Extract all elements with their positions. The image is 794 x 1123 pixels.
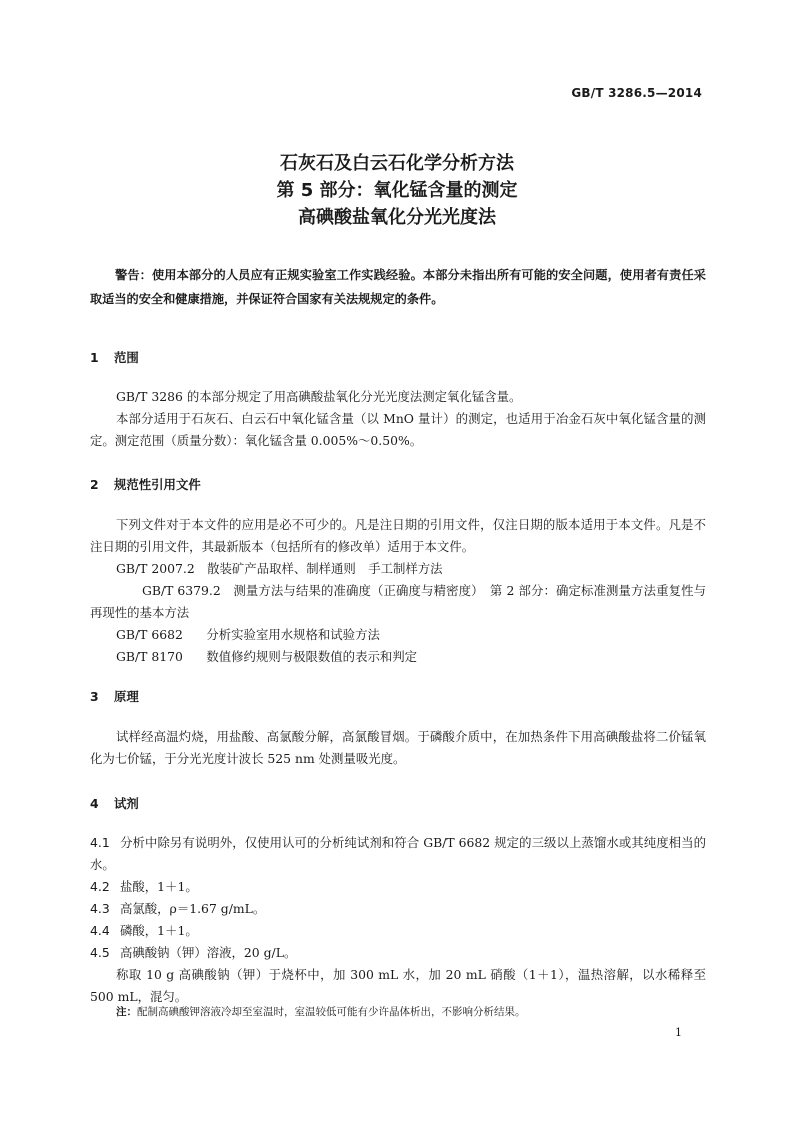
item-number: 4.2 — [90, 879, 110, 894]
item-number: 4.4 — [90, 923, 110, 938]
section-title: 范围 — [114, 350, 139, 365]
warning-paragraph: 警告：使用本部分的人员应有正规实验室工作实践经验。本部分未指出所有可能的安全问题，使用者有责任采取适当的安全和健康措施，并保证符合国家有关法规规定的条件。 — [90, 268, 706, 306]
section-number: 3 — [90, 689, 99, 704]
section-3-body — [90, 726, 706, 770]
section-1-heading — [90, 348, 139, 366]
title-line-3: 高碘酸盐氧化分光光度法 — [298, 207, 496, 228]
section-title: 原理 — [114, 689, 139, 704]
item-number: 4.5 — [90, 945, 110, 960]
title-line-2: 第 5 部分：氧化锰含量的测定 — [276, 180, 518, 201]
list-item — [90, 832, 706, 876]
paragraph: 下列文件对于本文件的应用是必不可少的。凡是注日期的引用文件，仅注日期的版本适用于本文件。凡是不注日期的引用文件，其最新版本（包括所有的修改单）适用于本文件。 — [90, 517, 706, 554]
section-3-heading — [90, 687, 139, 705]
section-title: 规范性引用文件 — [114, 477, 201, 492]
section-number: 4 — [90, 796, 99, 811]
reference-item — [90, 580, 706, 624]
title-line-1: 石灰石及白云石化学分析方法 — [280, 153, 514, 174]
section-2-body — [90, 514, 706, 668]
paragraph: 试样经高温灼烧，用盐酸、高氯酸分解，高氯酸冒烟。于磷酸介质中，在加热条件下用高碘酸盐将二价锰氧化为七价锰，于分光光度计波长 525 nm 处测量吸光度。 — [90, 729, 706, 766]
page-number: 1 — [675, 1026, 682, 1039]
section-4-heading — [90, 794, 139, 812]
reference-item — [90, 646, 706, 668]
item-number: 4.3 — [90, 901, 110, 916]
reference-code: GB/T 8170 — [116, 649, 183, 664]
paragraph: 称取 10 g 高碘酸钠（钾）于烧杯中，加 300 mL 水，加 20 mL 硝酸（1＋1），温热溶解，以水稀释至 500 mL，混匀。 — [90, 967, 706, 1004]
list-item — [90, 898, 706, 920]
reference-title: 分析实验室用水规格和试验方法 — [206, 627, 380, 642]
reference-code: GB/T 6379.2 — [142, 583, 221, 598]
paragraph: GB/T 3286 的本部分规定了用高碘酸盐氧化分光光度法测定氧化锰含量。 — [116, 389, 522, 404]
item-text: 磷酸，1＋1。 — [120, 923, 198, 938]
section-number: 1 — [90, 350, 99, 365]
list-item — [90, 876, 706, 898]
note-text: 配制高碘酸钾溶液冷却至室温时，室温较低可能有少许晶体析出，不影响分析结果。 — [137, 1006, 526, 1018]
reference-title: 测量方法与结果的准确度（正确度与精密度） 第 2 部分：确定标准测量方法重复性与再现性的基本方法 — [90, 583, 707, 620]
reference-item — [90, 558, 706, 580]
reference-title: 数值修约规则与极限数值的表示和判定 — [206, 649, 418, 664]
standard-code: GB/T 3286.5—2014 — [571, 86, 702, 100]
reference-title: 散装矿产品取样、制样通则 手工制样方法 — [207, 561, 443, 576]
list-item — [90, 942, 706, 964]
paragraph: 本部分适用于石灰石、白云石中氧化锰含量（以 MnO 量计）的测定，也适用于冶金石灰中氧化锰含量的测定。测定范围（质量分数）：氧化锰含量 0.005%～0.50%。 — [90, 411, 706, 448]
item-text: 盐酸，1＋1。 — [120, 879, 198, 894]
note-label: 注： — [116, 1006, 137, 1018]
reference-code: GB/T 6682 — [116, 627, 183, 642]
item-text: 高氯酸，ρ＝1.67 g/mL。 — [120, 901, 266, 916]
list-item — [90, 920, 706, 942]
document-title — [0, 150, 794, 231]
section-1-body — [90, 386, 706, 452]
section-4-body — [90, 832, 706, 1008]
note — [116, 1004, 526, 1019]
reference-code: GB/T 2007.2 — [116, 561, 195, 576]
reference-item — [90, 624, 706, 646]
item-text: 高碘酸钠（钾）溶液，20 g/L。 — [120, 945, 297, 960]
section-2-heading — [90, 475, 201, 493]
section-title: 试剂 — [114, 796, 139, 811]
item-text: 分析中除另有说明外，仅使用认可的分析纯试剂和符合 GB/T 6682 规定的三级以上蒸馏水或其纯度相当的水。 — [90, 835, 706, 872]
item-number: 4.1 — [90, 835, 110, 850]
section-number: 2 — [90, 477, 99, 492]
